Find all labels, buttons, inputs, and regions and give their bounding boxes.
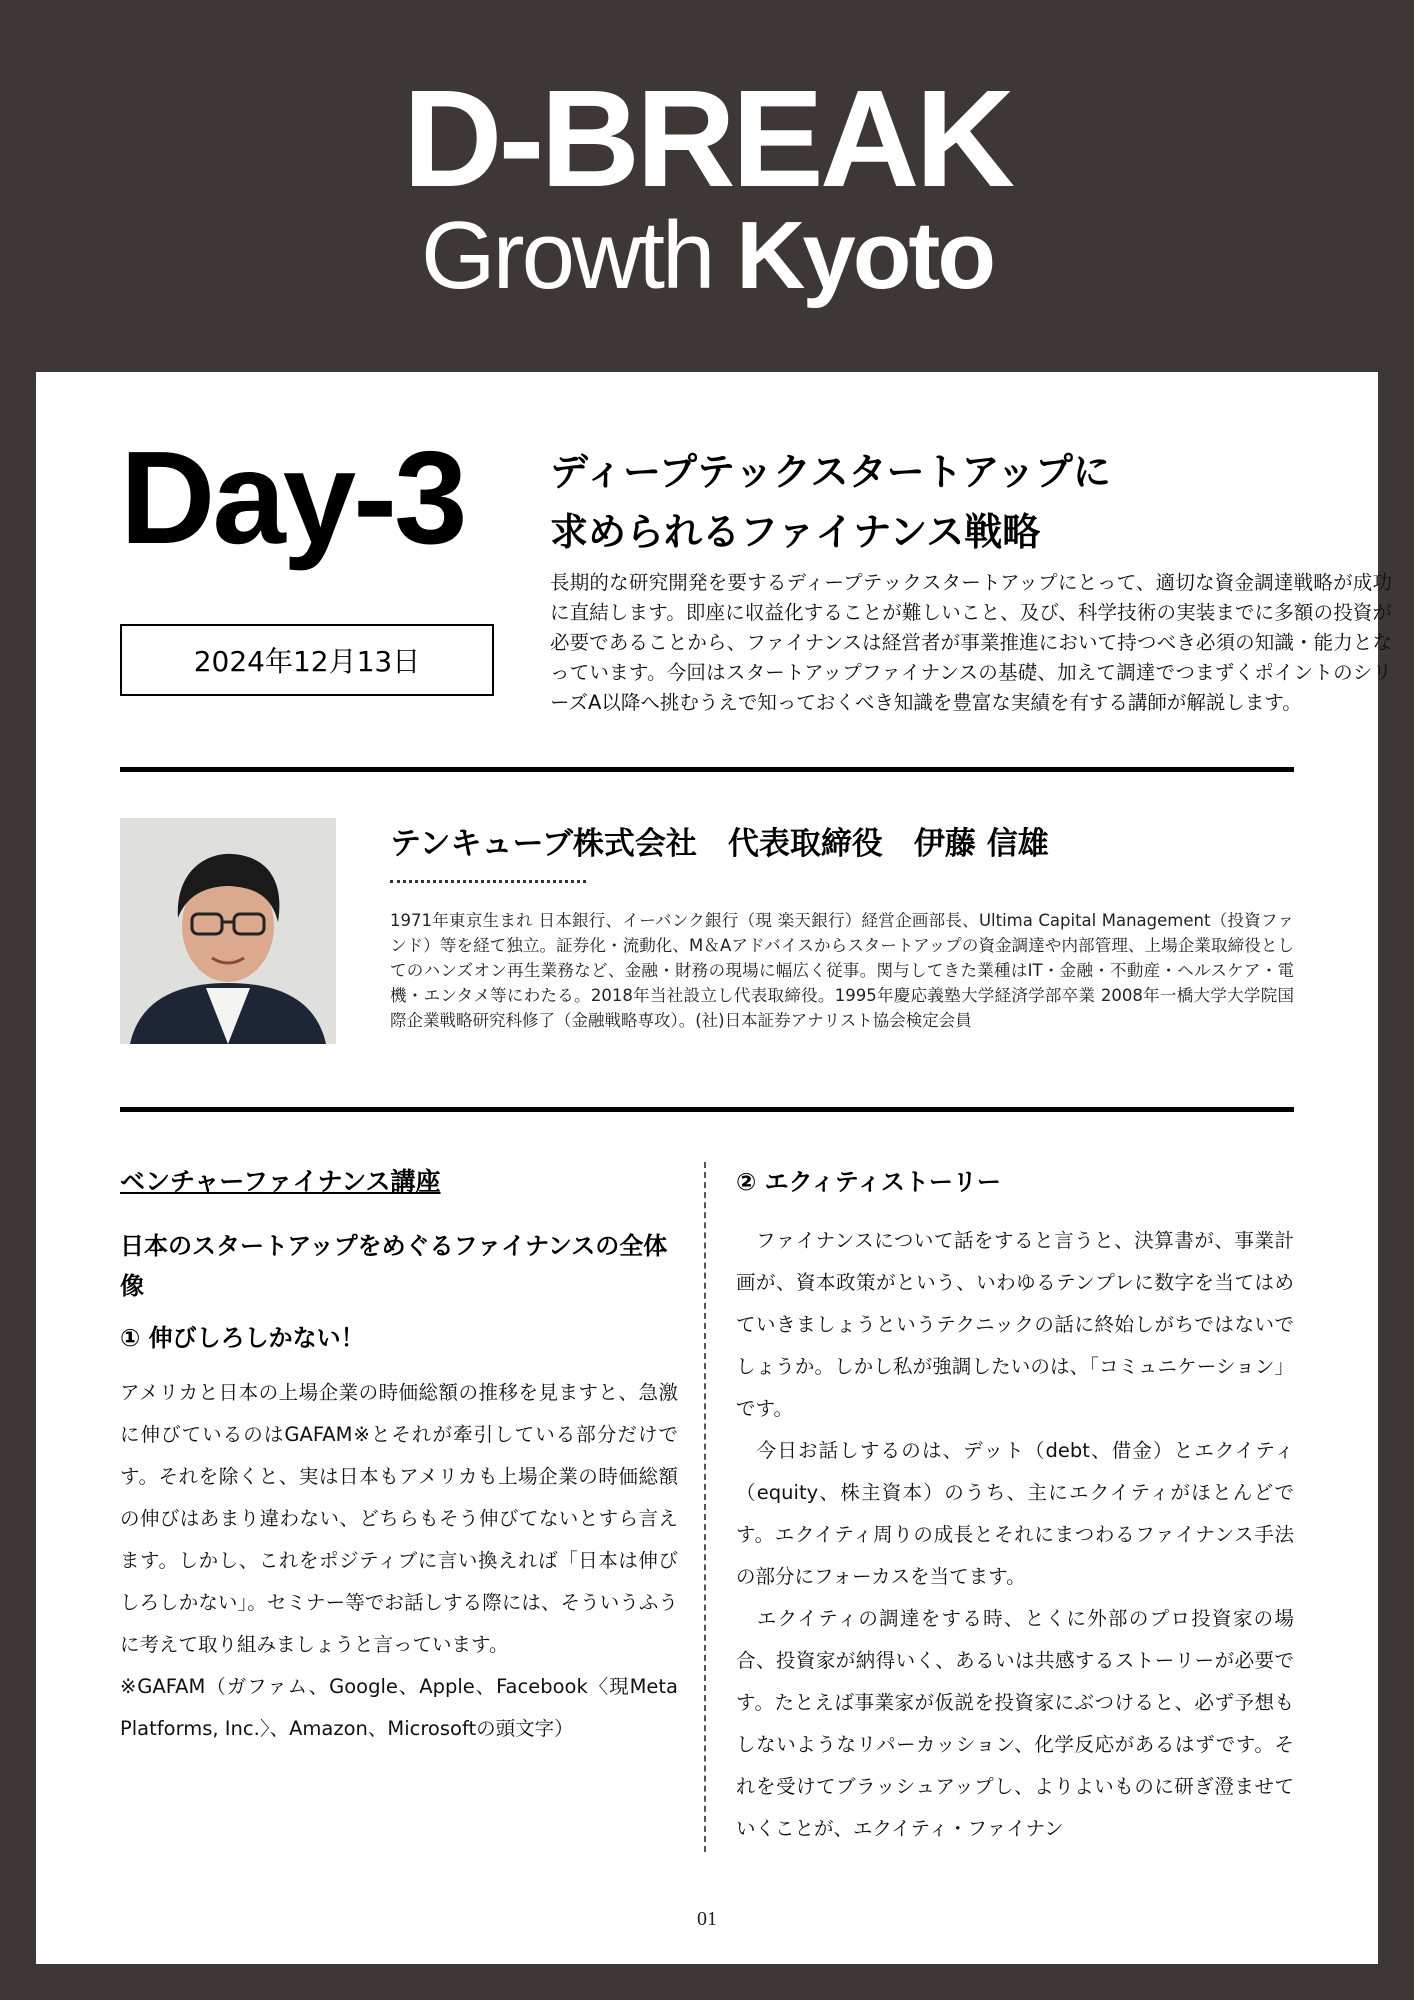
date-box: 2024年12月13日: [120, 624, 494, 696]
day-title: Day-3: [120, 424, 465, 571]
speaker-bio: 1971年東京生まれ 日本銀行、イーバンク銀行（現 楽天銀行）経営企画部長、Ultima Capital Management（投資ファンド）等を経て独立。証券化・流動化、M＆Aアドバイスからスタートアップの資金調達や内部管理、上場企業取締役としてのハンズオン再生業務など、金融・財務の現場に幅広く従事。関与してきた業種はIT・金融・不動産・ヘルスケア・電機・エンタメ等にわたる。2018年当社設立し代表取締役。1995年慶応義塾大学経済学部卒業 2008年一橋大学大学院国際企業戦略研究科修了（金融戦略専攻）。(社)日本証券アナリスト協会検定会員: [390, 911, 1294, 1030]
section-title-1: ① 伸びしろしかない！: [120, 1324, 365, 1352]
speaker-photo: [120, 818, 336, 1044]
divider-rule-bottom: [120, 1107, 1294, 1112]
session-description: 長期的な研究開発を要するディープテックスタートアップにとって、適切な資金調達戦略が成功に直結します。即座に収益化することが難しいこと、及び、科学技術の実装までに多額の投資が必要であることから、ファイナンスは経営者が事業推進において持つべき必須の知識・能力となっています。今回はスタートアップファイナンスの基礎、加えて調達でつまずくポイントのシリーズA以降へ挑むうえで知っておくべき知識を豊富な実績を有する講師が解説します。: [550, 571, 1392, 714]
brand-growth-text: Growth: [420, 202, 713, 309]
dotted-underline: [390, 880, 586, 883]
right-column: [736, 1162, 1294, 1850]
session-title: [550, 442, 1330, 562]
right-paragraph-1: [736, 1220, 1294, 1430]
left-paragraph: アメリカと日本の上場企業の時価総額の推移を見ますと、急激に伸びているのはGAFAM※とそれが牽引している部分だけです。それを除くと、実は日本もアメリカも上場企業の時価総額の伸びはあまり違わない、どちらもそう伸びてないとすら言えます。しかし、これをポジティブに言い換えれば「日本は伸びしろしかない」。セミナー等でお話しする際には、そういうふうに考えて取り組みましょうと言っています。: [120, 1381, 678, 1656]
section-title-2: ② エクィティストーリー: [736, 1168, 1001, 1196]
session-title-line1: ディープテックスタートアップに: [550, 450, 1111, 494]
page-number: 01: [697, 1908, 717, 1930]
speaker-portrait-icon: [120, 818, 336, 1044]
right-paragraph-1-text: ファイナンスについて話をすると言うと、決算書が、事業計画が、資本政策がという、いわゆるテンプレに数字を当てはめていきましょうというテクニックの話に終始しがちではないでしょうか。しかし私が強調したいのは、「コミュニケーション」です。: [736, 1229, 1294, 1420]
article-subtitle: 日本のスタートアップをめぐるファイナンスの全体像: [120, 1232, 668, 1300]
right-paragraph-2-text: 今日お話しするのは、デット（debt、借金）とエクイティ（equity、株主資本）のうち、主にエクイティがほとんどです。エクイティ周りの成長とそれにまつわるファイナンス手法の部分にフォーカスを当てます。: [736, 1439, 1294, 1588]
brand-logo-line1: D-BREAK: [402, 62, 1012, 216]
divider-rule-top: [120, 767, 1294, 772]
column-divider: [704, 1162, 706, 1852]
session-title-line2: 求められるファイナンス戦略: [550, 510, 1041, 554]
series-title: ベンチャーファイナンス講座: [120, 1167, 441, 1196]
content-card: [36, 372, 1392, 1964]
brand-logo-line2: [0, 202, 1414, 309]
right-paragraph-3-text: エクイティの調達をする時、とくに外部のプロ投資家の場合、投資家が納得いく、あるいは共感するストーリーが必要です。たとえば事業家が仮説を投資家にぶつけると、必ず予想もしないようなリパーカッション、化学反応があるはずです。それを受けてブラッシュアップし、よりよいものに研ぎ澄ませていくことが、エクイティ・ファイナン: [736, 1607, 1294, 1840]
brand-kyoto-text: Kyoto: [736, 202, 994, 309]
gafam-note: ※GAFAM（ガファム、Google、Apple、Facebook〈現Meta Platforms, Inc.〉、Amazon、Microsoftの頭文字）: [120, 1675, 678, 1740]
left-column: [120, 1162, 678, 1750]
page-header: [0, 0, 1414, 372]
right-paragraph-3: [736, 1598, 1294, 1850]
speaker-name: テンキューブ株式会社 代表取締役 伊藤 信雄: [390, 826, 1049, 862]
right-paragraph-2: [736, 1430, 1294, 1598]
